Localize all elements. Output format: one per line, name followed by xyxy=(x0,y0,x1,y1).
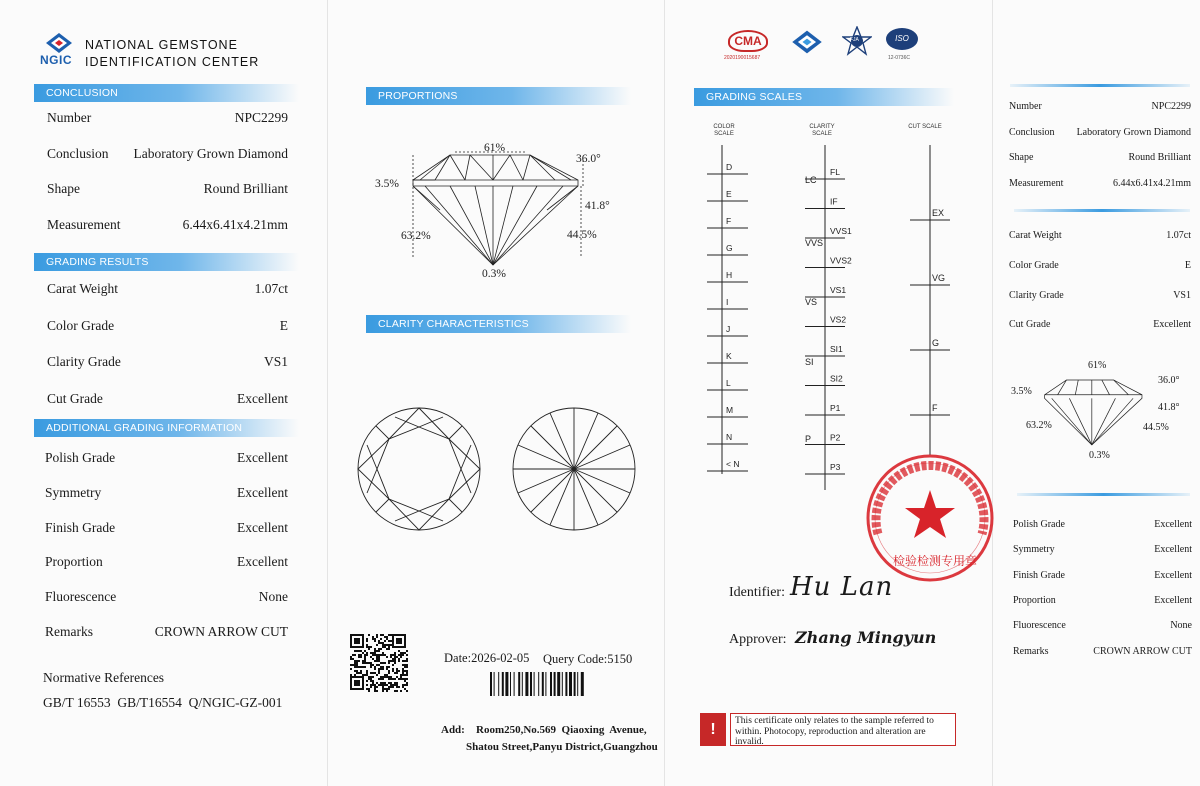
info-label: Number xyxy=(47,110,92,125)
info-label: Cut Grade xyxy=(47,390,103,406)
info-value: Excellent xyxy=(1153,319,1191,331)
info-value: CROWN ARROW CUT xyxy=(154,624,288,639)
clarity-group-label: P xyxy=(805,434,812,444)
fold-line xyxy=(327,0,328,786)
info-label: Fluorescence xyxy=(45,589,117,605)
info-row xyxy=(1009,178,1191,194)
clarity-scale-title: CLARITY SCALE xyxy=(809,124,835,137)
normative-title: Normative References xyxy=(43,670,165,685)
section-band-proportions: PROPORTIONS xyxy=(366,87,631,105)
color-grade-label: G xyxy=(726,243,733,253)
crown-view-diagram xyxy=(355,405,483,533)
info-row xyxy=(47,217,288,237)
section-band-conclusion: CONCLUSION xyxy=(34,84,299,102)
mini-prop-total-depth: 63.2% xyxy=(1026,420,1052,431)
clarity-grade-label: SI1 xyxy=(830,344,843,354)
warning-box xyxy=(730,713,956,746)
mini-prop-culet: 0.3% xyxy=(1089,450,1110,461)
org-name-line2: IDENTIFICATION CENTER xyxy=(85,55,260,69)
prop-girdle: 3.5% xyxy=(375,178,399,190)
info-value: Excellent xyxy=(237,554,288,570)
info-value: Excellent xyxy=(237,484,288,500)
mini-prop-crown: 36.0° xyxy=(1158,375,1180,386)
info-row xyxy=(1013,570,1192,586)
fja-text: FJA xyxy=(850,37,859,43)
cut-grade-label: G xyxy=(932,338,940,348)
color-grade-label: N xyxy=(726,432,733,442)
info-value: CROWN ARROW CUT xyxy=(1093,645,1192,657)
color-grade-label: M xyxy=(726,405,734,415)
info-label: Symmetry xyxy=(45,484,102,500)
info-label: Color Grade xyxy=(1009,259,1059,271)
divider-line xyxy=(1017,493,1190,496)
iso-mark-icon: ISO xyxy=(886,28,918,50)
query-code: Query Code:5150 xyxy=(543,652,633,666)
fold-line xyxy=(664,0,665,786)
mini-prop-girdle: 3.5% xyxy=(1011,386,1032,397)
clarity-grade-label: VS2 xyxy=(830,314,847,325)
address-line2: Shatou Street,Panyu District,Guangzhou xyxy=(466,741,658,753)
info-value: NPC2299 xyxy=(1151,101,1191,112)
clarity-grade-label: FL xyxy=(830,167,840,177)
info-value: Excellent xyxy=(237,390,288,406)
mini-prop-pavilion-depth: 44.5% xyxy=(1143,422,1169,433)
clarity-group-label: VVS xyxy=(805,238,824,248)
info-row xyxy=(1013,646,1192,662)
info-row xyxy=(45,450,288,470)
seal-text: 检验检测专用章 xyxy=(893,554,978,568)
info-row xyxy=(1013,620,1192,636)
info-value: Round Brilliant xyxy=(1128,152,1191,163)
info-value: Excellent xyxy=(1154,544,1192,556)
info-row xyxy=(47,318,288,338)
info-row xyxy=(47,354,288,374)
color-grade-label: L xyxy=(726,378,731,388)
fold-line xyxy=(992,0,993,786)
info-label: Symmetry xyxy=(1013,544,1055,556)
logo-abbr: NGIC xyxy=(40,53,72,67)
info-row xyxy=(1009,230,1191,246)
cut-grade-label: F xyxy=(932,403,938,413)
prop-pavilion-angle: 41.8° xyxy=(585,200,610,212)
cut-scale-title: CUT SCALE xyxy=(908,124,942,130)
info-value: E xyxy=(279,317,288,333)
color-grade-label: < N xyxy=(726,459,740,469)
info-row xyxy=(1009,152,1191,168)
info-label: Shape xyxy=(1009,152,1034,163)
info-value: Excellent xyxy=(237,450,288,465)
info-label: Measurement xyxy=(1009,177,1064,189)
info-label: Remarks xyxy=(1013,645,1049,657)
identifier-signature: Hu Lan xyxy=(790,572,894,602)
info-label: Carat Weight xyxy=(1009,230,1062,241)
barcode xyxy=(490,672,630,698)
info-label: Conclusion xyxy=(1009,126,1055,138)
issue-date: Date:2026-02-05 xyxy=(444,651,530,665)
approver-signature: Zhang Mingyun xyxy=(795,628,937,647)
section-band-grading-results: GRADING RESULTS xyxy=(34,253,299,271)
identifier-label: Identifier: xyxy=(729,585,785,600)
info-row xyxy=(47,181,288,201)
color-grade-label: K xyxy=(726,351,732,361)
clarity-grade-label: VVS1 xyxy=(830,226,852,236)
info-row xyxy=(47,281,288,301)
divider-line xyxy=(1010,84,1190,87)
color-grade-label: D xyxy=(726,162,733,172)
color-grade-label: J xyxy=(726,324,731,334)
info-label: Clarity Grade xyxy=(1009,289,1064,301)
mini-prop-pavilion-angle: 41.8° xyxy=(1158,402,1180,413)
info-row xyxy=(47,391,288,411)
pavilion-view-diagram xyxy=(510,405,638,533)
prop-pavilion-depth: 44.5% xyxy=(567,229,597,241)
info-row xyxy=(47,110,288,130)
address-label: Add: xyxy=(441,724,465,736)
info-row xyxy=(45,485,288,505)
info-label: Conclusion xyxy=(47,145,109,161)
info-row xyxy=(1009,127,1191,143)
clarity-group-label: LC xyxy=(805,175,817,185)
clarity-grade-label: VVS2 xyxy=(830,255,852,266)
qr-code[interactable] xyxy=(350,634,408,692)
info-row xyxy=(1009,319,1191,335)
color-grade-label: E xyxy=(726,189,732,199)
info-value: 1.07ct xyxy=(1166,230,1191,241)
approver-label: Approver: xyxy=(729,632,787,647)
info-value: Excellent xyxy=(1154,594,1192,606)
info-value: Excellent xyxy=(237,519,288,535)
cut-grade-label: VG xyxy=(932,273,946,283)
prop-table: 61% xyxy=(484,142,506,154)
cma-number: 2020190015687 xyxy=(724,55,761,61)
info-label: Cut Grade xyxy=(1009,319,1051,331)
grading-scales-diagram xyxy=(700,145,960,490)
info-row xyxy=(1009,260,1191,276)
info-value: 6.44x6.41x4.21mm xyxy=(182,216,288,232)
info-row xyxy=(1009,101,1191,117)
info-value: None xyxy=(1170,620,1192,632)
mini-proportions-diagram xyxy=(1034,368,1152,454)
warning-text: This certificate only relates to the sample referred to within. Photocopy, reproduction and alteration are invalid. xyxy=(735,716,934,747)
ngic-mark-icon xyxy=(790,27,824,62)
info-value: Excellent xyxy=(1154,519,1192,530)
address-line1: Room250,No.569 Qiaoxing Avenue, xyxy=(476,724,647,736)
info-value: VS1 xyxy=(1173,289,1191,301)
info-label: Finish Grade xyxy=(1013,569,1065,581)
info-label: Proportion xyxy=(1013,594,1056,606)
info-value: 1.07ct xyxy=(254,281,288,296)
clarity-group-label: SI xyxy=(805,357,814,367)
info-label: Polish Grade xyxy=(1013,519,1065,530)
clarity-grade-label: P3 xyxy=(830,462,841,472)
info-label: Clarity Grade xyxy=(47,354,121,369)
info-label: Remarks xyxy=(45,624,93,639)
ngic-logo-icon xyxy=(44,32,74,54)
normative-refs: GB/T 16553 GB/T16554 Q/NGIC-GZ-001 xyxy=(43,695,283,710)
section-band-additional: ADDITIONAL GRADING INFORMATION xyxy=(34,419,299,437)
clarity-group-label: VS xyxy=(805,297,818,307)
cma-mark-icon: CMA xyxy=(728,30,768,52)
clarity-grade-label: P2 xyxy=(830,432,841,443)
info-row xyxy=(1013,544,1192,560)
info-label: Color Grade xyxy=(47,317,115,333)
proportions-diagram xyxy=(395,140,595,275)
info-row xyxy=(45,554,288,574)
clarity-grade-label: P1 xyxy=(830,403,841,413)
iso-number: 12-0736C xyxy=(888,55,910,61)
divider-line xyxy=(1014,209,1190,212)
fja-star-icon xyxy=(842,26,872,61)
info-row xyxy=(1009,290,1191,306)
info-label: Proportion xyxy=(45,554,103,570)
info-value: NPC2299 xyxy=(234,110,288,125)
section-band-grading-scales: GRADING SCALES xyxy=(694,88,954,106)
info-label: Carat Weight xyxy=(47,281,119,296)
org-name-line1: NATIONAL GEMSTONE xyxy=(85,38,238,52)
color-grade-label: I xyxy=(726,297,729,307)
info-value: 6.44x6.41x4.21mm xyxy=(1112,177,1191,189)
info-row xyxy=(45,589,288,609)
cut-grade-label: EX xyxy=(932,208,945,218)
info-value: None xyxy=(258,589,288,605)
info-label: Fluorescence xyxy=(1013,620,1066,632)
color-grade-label: F xyxy=(726,216,732,226)
info-label: Number xyxy=(1009,101,1042,112)
info-value: Round Brilliant xyxy=(203,181,288,196)
prop-total-depth: 63.2% xyxy=(401,230,431,242)
info-value: Laboratory Grown Diamond xyxy=(133,145,288,161)
info-label: Measurement xyxy=(47,216,121,232)
info-row xyxy=(1013,595,1192,611)
prop-crown-angle: 36.0° xyxy=(576,153,601,165)
mini-prop-table: 61% xyxy=(1088,360,1107,371)
warning-icon: ! xyxy=(700,713,726,746)
info-row xyxy=(45,520,288,540)
clarity-grade-label: IF xyxy=(830,196,838,207)
info-row xyxy=(47,146,288,166)
info-value: Excellent xyxy=(1154,569,1192,581)
info-label: Finish Grade xyxy=(45,519,116,535)
info-label: Shape xyxy=(47,181,80,196)
info-value: Laboratory Grown Diamond xyxy=(1076,126,1191,138)
color-grade-label: H xyxy=(726,270,733,280)
info-value: VS1 xyxy=(263,354,288,369)
clarity-grade-label: SI2 xyxy=(830,373,843,384)
info-value: E xyxy=(1184,259,1191,271)
prop-culet: 0.3% xyxy=(482,268,506,280)
section-band-clarity-characteristics: CLARITY CHARACTERISTICS xyxy=(366,315,631,333)
color-scale-title: COLOR SCALE xyxy=(713,124,735,137)
info-label: Polish Grade xyxy=(45,450,116,465)
info-row xyxy=(45,624,288,644)
clarity-grade-label: VS1 xyxy=(830,285,847,295)
info-row xyxy=(1013,519,1192,535)
